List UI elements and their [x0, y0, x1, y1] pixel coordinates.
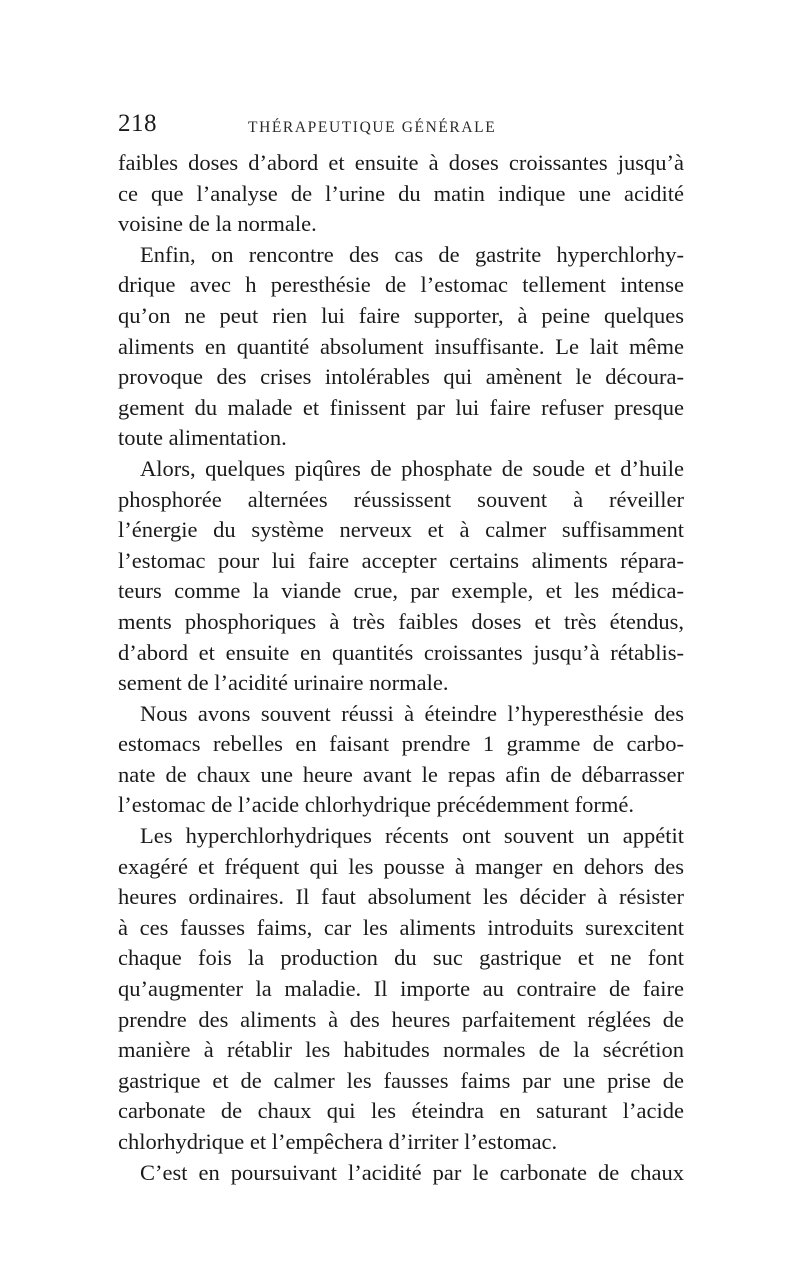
text-line: provoque des crises intolérables qui amènent le découra-: [118, 364, 684, 390]
text-line: d’abord et ensuite en quantités croissantes jusqu’à rétablis-: [118, 639, 684, 665]
text-line: faibles doses d’abord et ensuite à doses croissantes jusqu’à: [118, 150, 684, 175]
text-line: chlorhydrique et l’empêchera d’irriter l’estomac.: [118, 1129, 558, 1154]
text-line: voisine de la normale.: [118, 211, 317, 237]
text-line: teurs comme la viande crue, par exemple, et les médica-: [118, 578, 684, 604]
text-line: prendre des aliments à des heures parfaitement réglées de: [118, 1006, 684, 1032]
text-line: nate de chaux une heure avant le repas afin de débarrasser: [118, 761, 684, 787]
text-line: chaque fois la production du suc gastrique et ne font: [118, 945, 684, 971]
text-line: sement de l’acidité urinaire normale.: [118, 670, 449, 696]
text-line: Enfin, on rencontre des cas de gastrite hyperchlorhy-: [140, 241, 684, 267]
text-line: manière à rétablir les habitudes normales de la sécrétion: [118, 1037, 684, 1063]
running-head: [118, 110, 684, 140]
text-line: Les hyperchlorhydriques récents ont souvent un appétit: [140, 823, 684, 849]
text-line: toute alimentation.: [118, 425, 287, 451]
text-line: qu’augmenter la maladie. Il importe au contraire de faire: [118, 976, 684, 1002]
text-line: Alors, quelques piqûres de phosphate de soude et d’huile: [140, 455, 684, 481]
text-line: drique avec h peresthésie de l’estomac tellement intense: [118, 272, 684, 298]
text-line: phosphorée alternées réussissent souvent à réveiller: [118, 486, 684, 512]
text-line: à ces fausses faims, car les aliments introduits surexcitent: [118, 914, 684, 940]
text-line: gement du malade et finissent par lui faire refuser presque: [118, 394, 684, 420]
text-line: ce que l’analyse de l’urine du matin indique une acidité: [118, 180, 684, 206]
text-line: exagéré et fréquent qui les pousse à manger en dehors des: [118, 853, 684, 879]
text-line: ments phosphoriques à très faibles doses et très étendus,: [118, 608, 684, 634]
page-number: 218: [118, 110, 157, 137]
text-line: Nous avons souvent réussi à éteindre l’hyperesthésie des: [140, 700, 684, 726]
text-line: estomacs rebelles en faisant prendre 1 gramme de carbo-: [118, 731, 684, 757]
text-line: heures ordinaires. Il faut absolument les décider à résister: [118, 884, 684, 910]
text-line: l’estomac de l’acide chlorhydrique précédemment formé.: [118, 792, 635, 818]
text-line: C’est en poursuivant l’acidité par le carbonate de chaux: [140, 1159, 684, 1185]
text-line: carbonate de chaux qui les éteindra en saturant l’acide: [118, 1098, 684, 1124]
running-title: THÉRAPEUTIQUE GÉNÉRALE: [248, 119, 497, 136]
text-line: qu’on ne peut rien lui faire supporter, à peine quelques: [118, 302, 684, 328]
body-text: [118, 148, 684, 1188]
text-line: gastrique et de calmer les fausses faims par une prise de: [118, 1067, 684, 1093]
text-line: l’estomac pour lui faire accepter certains aliments répara-: [118, 547, 684, 573]
text-line: aliments en quantité absolument insuffisante. Le lait même: [118, 333, 684, 359]
text-line: l’énergie du système nerveux et à calmer suffisamment: [118, 517, 684, 543]
